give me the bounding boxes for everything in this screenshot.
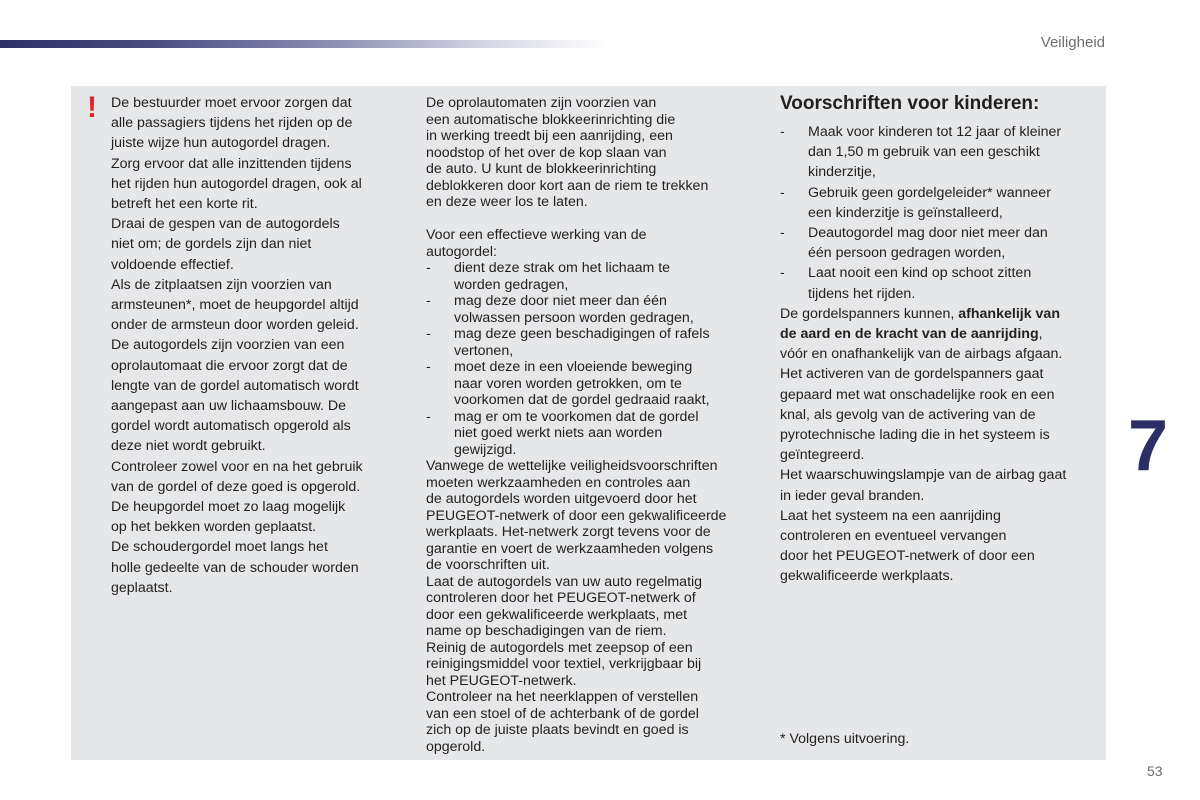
bullet-line (780, 225, 1048, 241)
text-line: autogordel: (426, 243, 497, 260)
bullet-dash: - (780, 124, 785, 140)
text-segment: Laat nooit een kind op schoot zitten (808, 265, 1032, 282)
text-line: geplaatst. (111, 579, 173, 596)
text-segment: gekwalificeerde werkplaats. (780, 568, 954, 585)
text-line: De heupgordel moet zo laag mogelijk (111, 499, 346, 515)
bullet-line: mag er om te voorkomen dat de gordel (454, 408, 699, 425)
text-segment: Deautogordel mag door niet meer dan (808, 225, 1048, 241)
text-line (780, 164, 876, 180)
text-segment: Het activeren van de gordelspanners gaat (780, 366, 1044, 383)
bullet-line (780, 124, 1061, 140)
text-line: De oprolautomaten zijn voorzien van (426, 95, 657, 111)
text-line: Reinig de autogordels met zeepsop of een (426, 639, 693, 656)
text-line: controleren door het PEUGEOT-netwerk of (426, 590, 696, 606)
chapter-number: 7 (1128, 406, 1169, 486)
text-segment: Maak voor kinderen tot 12 jaar of kleiner (808, 124, 1062, 140)
text-line (780, 306, 1060, 322)
header-gradient-bar (0, 40, 610, 48)
text-line: op het bekken worden geplaatst. (111, 519, 317, 536)
text-line (780, 528, 1006, 544)
text-line (780, 245, 1005, 261)
bullet-dash: - (426, 326, 431, 342)
text-line: Vanwege de wettelijke veiligheidsvoorschriften (426, 458, 718, 474)
text-segment: tijdens het rijden. (808, 285, 916, 302)
bullet-dash: - (780, 265, 785, 282)
text-line: naar voren worden getrokken, om te (454, 375, 682, 392)
text-line: vertonen, (454, 342, 514, 359)
bullet-line: mag deze geen beschadigingen of rafels (454, 326, 710, 342)
text-line (780, 366, 1043, 382)
text-line (780, 205, 1003, 221)
text-line: zich op de juiste plaats bevindt en goed is (426, 722, 689, 738)
text-line: werkplaats. Het-netwerk zorgt tevens voor de (426, 524, 711, 540)
text-segment: pyrotechnische lading die in het systeem is (780, 427, 1050, 443)
text-line: lengte van de gordel automatisch wordt (111, 377, 359, 394)
page-number: 53 (1147, 763, 1163, 779)
text-line (780, 427, 1050, 443)
text-line (780, 326, 1043, 342)
bold-text: de aard en de kracht van de aanrijding (780, 326, 1039, 342)
bullet-dash: - (780, 184, 785, 201)
text-line: niet om; de gordels zijn dan niet (111, 236, 312, 253)
text-line: De bestuurder moet ervoor zorgen dat (111, 95, 352, 111)
text-line: niet goed werkt niets aan worden (454, 425, 663, 441)
bullet-line: mag deze door niet meer dan één (454, 293, 667, 309)
text-line (780, 447, 864, 463)
text-line: de autogordels worden uitgevoerd door het (426, 491, 697, 507)
text-segment: een kinderzitje is geïnstalleerd, (808, 204, 1003, 221)
text-line: deblokkeren door kort aan de riem te trekken (426, 177, 709, 194)
text-line: onder de armsteun door worden geleid. (111, 317, 359, 334)
bullet-dash: - (780, 225, 785, 241)
section-title: Veiligheid (1040, 34, 1105, 51)
text-line: worden gedragen, (454, 276, 569, 293)
text-line (780, 286, 915, 302)
text-line (780, 548, 1035, 564)
text-line: moeten werkzaamheden en controles aan (426, 474, 691, 491)
text-line: aangepast aan uw lichaamsbouw. De (111, 398, 347, 414)
text-segment: Gebruik geen gordelgeleider* wanneer (808, 184, 1051, 201)
text-segment: controleren en eventueel vervangen (780, 528, 1007, 544)
text-line: opgerold. (426, 738, 486, 755)
text-line: De schoudergordel moet langs het (111, 539, 328, 556)
text-segment: gepaard met wat onschadelijke rook en een (780, 386, 1055, 403)
text-line (780, 568, 954, 584)
bullet-line (780, 185, 1051, 201)
text-line (780, 467, 1066, 483)
text-segment: kinderzitje, (808, 164, 876, 181)
bullet-dash: - (426, 408, 431, 425)
text-segment: Laat het systeem na een aanrijding (780, 507, 1001, 524)
text-segment: Het waarschuwingslampje van de airbag gaat (780, 467, 1067, 484)
text-line: in werking treedt bij een aanrijding, een (426, 128, 673, 144)
text-line: Draai de gespen van de autogordels (111, 216, 340, 233)
footnote: * Volgens uitvoering. (780, 731, 910, 747)
text-line: Laat de autogordels van uw auto regelmatig (426, 573, 703, 590)
text-line: Voor een effectieve werking van de (426, 227, 647, 243)
text-line: Als de zitplaatsen zijn voorzien van (111, 276, 332, 293)
text-line: deze niet wordt gebruikt. (111, 438, 266, 455)
text-line: volwassen persoon worden gedragen, (454, 309, 694, 326)
text-line: de voorschriften uit. (426, 557, 550, 573)
bullet-line (780, 265, 1031, 281)
exclamation-icon: ! (87, 91, 97, 124)
bold-text: afhankelijk van (958, 305, 1060, 322)
text-line: alle passagiers tijdens het rijden op de (111, 115, 353, 132)
text-line: Controleer na het neerklappen of verstellen (426, 689, 699, 705)
children-section-heading: Voorschriften voor kinderen: (780, 93, 1040, 114)
text-line: noodstop of het over de kop slaan van (426, 144, 667, 161)
text-line: garantie en voert de werkzaamheden volgens (426, 540, 714, 557)
text-line: van een stoel of de achterbank of de gordel (426, 705, 699, 722)
text-line (780, 387, 1054, 403)
text-line (780, 508, 1001, 524)
text-line: gewijzigd. (454, 441, 517, 458)
text-line: een automatische blokkeerinrichting die (426, 111, 676, 128)
bullet-line: moet deze in een vloeiende beweging (454, 359, 693, 375)
text-line: armsteunen*, moet de heupgordel altijd (111, 297, 359, 313)
text-segment: één persoon gedragen worden, (808, 245, 1006, 262)
text-segment: geïntegreerd. (780, 447, 865, 464)
text-line (780, 346, 1062, 362)
bullet-dash: - (426, 293, 431, 309)
text-line: voorkomen dat de gordel gedraaid raakt, (454, 392, 710, 408)
text-segment: De gordelspanners kunnen, (780, 305, 959, 322)
text-line: Zorg ervoor dat alle inzittenden tijdens (111, 155, 352, 172)
text-line: de auto. U kunt de blokkeerinrichting (426, 161, 657, 177)
text-segment: dan 1,50 m gebruik van een geschikt (808, 144, 1040, 161)
text-line (780, 488, 924, 504)
text-line (780, 144, 1040, 160)
text-line: betreft het een korte rit. (111, 196, 258, 212)
text-line: het PEUGEOT-netwerk. (426, 672, 577, 689)
text-line: en deze weer los te laten. (426, 194, 588, 210)
text-line: holle gedeelte van de schouder worden (111, 559, 359, 576)
bullet-dash: - (426, 359, 431, 375)
text-line: oprolautomaat die ervoor zorgt dat de (111, 357, 348, 374)
bullet-dash: - (426, 260, 431, 276)
text-line: voldoende effectief. (111, 256, 234, 273)
text-line: De autogordels zijn voorzien van een (111, 337, 345, 354)
text-line: juiste wijze hun autogordel dragen. (111, 135, 331, 152)
text-line: het rijden hun autogordel dragen, ook al (111, 175, 362, 192)
text-line: PEUGEOT-netwerk of door een gekwalificeerde (426, 507, 727, 524)
text-line: reinigingsmiddel voor textiel, verkrijgbaar bij (426, 656, 702, 672)
text-segment: knal, als gevolg van de activering van de (780, 406, 1036, 423)
text-segment: vóór en onafhankelijk van de airbags afgaan. (780, 346, 1063, 363)
text-line: door een gekwalificeerde werkplaats, met (426, 606, 688, 623)
text-line: gordel wordt automatisch opgerold als (111, 418, 351, 435)
text-segment: in ieder geval branden. (780, 487, 925, 504)
text-segment: , (1038, 326, 1043, 342)
text-line: van de gordel of deze goed is opgerold. (111, 478, 361, 495)
text-line: name op beschadigingen van de riem. (426, 623, 667, 639)
text-line (780, 407, 1036, 423)
text-line: Controleer zowel voor en na het gebruik (111, 458, 363, 475)
bullet-line: dient deze strak om het lichaam te (454, 260, 671, 276)
text-segment: door het PEUGEOT-netwerk of door een (780, 548, 1035, 565)
